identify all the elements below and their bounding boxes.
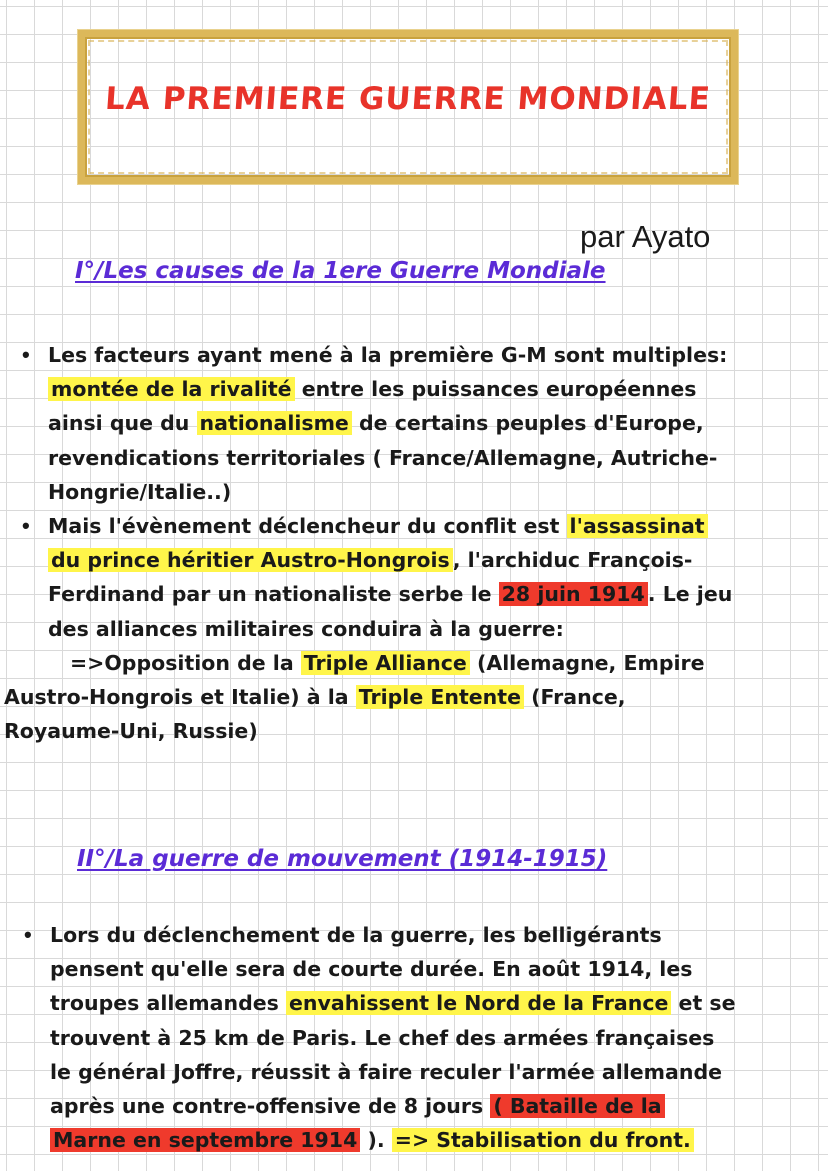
text-line — [50, 1089, 736, 1123]
text-segment: , l'archiduc François- — [452, 548, 693, 573]
text-line: Hongrie/Italie..) — [48, 479, 232, 504]
text-line: Royaume-Uni, Russie) — [4, 719, 258, 744]
text-line — [50, 986, 736, 1020]
text-line: revendications territoriales ( France/Allemagne, Autriche- — [48, 445, 718, 470]
text-line — [48, 372, 727, 406]
section-2-heading: II°/La guerre de mouvement (1914-1915) — [77, 846, 608, 872]
highlight-yellow: Triple Entente — [356, 685, 524, 709]
highlight-yellow: => Stabilisation du front. — [392, 1128, 694, 1152]
section-1-heading: I°/Les causes de la 1ere Guerre Mondiale — [75, 258, 606, 284]
text-segment: et se — [671, 991, 736, 1016]
highlight-yellow: l'assassinat — [567, 514, 708, 538]
highlight-yellow: nationalisme — [197, 411, 352, 435]
text-segment: ). — [360, 1128, 392, 1153]
text-segment: (Allemagne, Empire — [469, 650, 705, 675]
text-line: le général Joffre, réussit à faire reculer l'armée allemande — [50, 1059, 723, 1084]
text-segment: . Le jeu — [647, 582, 733, 607]
text-line — [48, 646, 732, 680]
bullet-icon: • — [22, 513, 30, 538]
text-segment: Ferdinand par un nationaliste serbe le — [48, 582, 499, 607]
highlight-yellow: montée de la rivalité — [48, 377, 295, 401]
bullet-icon: • — [24, 922, 32, 947]
text-segment: troupes allemandes — [50, 991, 287, 1016]
highlight-red: ( Bataille de la — [490, 1094, 664, 1118]
text-line — [4, 680, 626, 714]
highlight-yellow: Triple Alliance — [301, 651, 470, 675]
text-line: des alliances militaires conduira à la guerre: — [48, 616, 564, 641]
text-segment: Austro-Hongrois et Italie) à la — [4, 685, 356, 709]
highlight-red: Marne en septembre 1914 — [50, 1128, 360, 1152]
section-1-bullet-1 — [48, 338, 727, 509]
highlight-yellow: du prince héritier Austro-Hongrois — [48, 548, 453, 572]
text-line — [48, 543, 732, 577]
text-segment: après une contre-offensive de 8 jours — [50, 1094, 491, 1119]
author: par Ayato — [580, 219, 711, 254]
text-line: Lors du déclenchement de la guerre, les belligérants — [50, 923, 662, 947]
highlight-yellow: envahissent le Nord de la France — [286, 991, 671, 1015]
text-segment: ainsi que du — [48, 411, 197, 436]
text-line — [48, 509, 732, 543]
section-2-bullet-1 — [50, 918, 736, 1157]
section-1-bullet-2 — [48, 509, 732, 680]
text-segment: (France, — [523, 685, 626, 709]
page-title: LA PREMIERE GUERRE MONDIALE — [103, 81, 713, 117]
title-frame — [78, 30, 738, 184]
text-segment: =>Opposition de la — [70, 650, 301, 675]
text-line: trouvent à 25 km de Paris. Le chef des armées françaises — [50, 1025, 715, 1050]
text-line — [48, 577, 732, 611]
text-segment: Mais l'évènement déclencheur du conflit est — [48, 514, 567, 538]
bullet-icon: • — [22, 342, 30, 367]
text-segment: de certains peuples d'Europe, — [351, 411, 704, 436]
highlight-red: 28 juin 1914 — [499, 582, 648, 606]
text-line — [50, 1123, 736, 1157]
text-line — [48, 406, 727, 440]
section-1-bullet-2-continued — [4, 680, 626, 748]
text-segment: entre les puissances européennes — [294, 377, 697, 402]
text-line: pensent qu'elle sera de courte durée. En août 1914, les — [50, 957, 693, 982]
text-line: Les facteurs ayant mené à la première G-M sont multiples: — [48, 343, 728, 367]
